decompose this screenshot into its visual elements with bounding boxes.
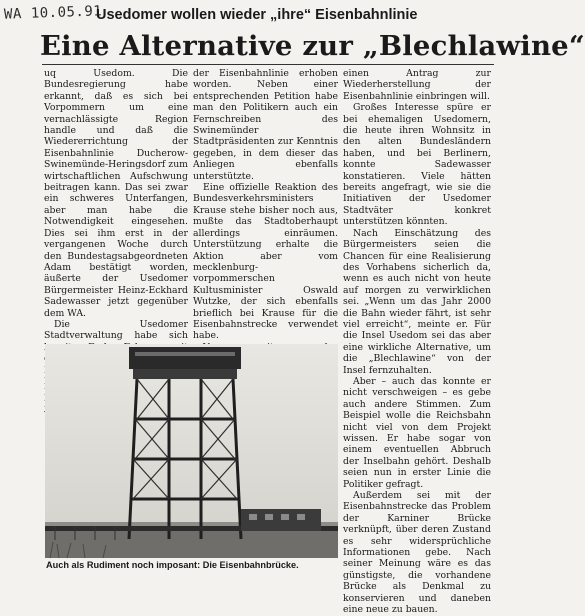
paragraph: Eine offizielle Reaktion des Bundesverkehrsministers Krause stehe bisher noch aus, mußte das Stadtoberhaupt allerdings einräumen. Unterstützung erhalte die Aktion aber vom mecklenburg-vorpommerschen Kultusminister Oswald Wutzke, der sich ebenfalls brieflich bei Krause für die Eisenbahnstrecke verwendet habe. [193,182,338,342]
article-headline: Eine Alternative zur „Blechlawine“ [40,30,585,62]
paragraph: Nach Einschätzung des Bürgermeisters seien die Chancen für eine Realisierung des Vorhabens sicherlich da, wenn es auch nicht von heute auf morgen zu verwirklichen sei. „Wenn um das Jahr 2000 die Bahn wieder fährt, ist sehr viel erreicht“, meinte er. Für die Insel Usedom sei das aber eine wirkliche Alternative, um die „Blechlawine“ von der Insel fernzuhalten. [343,227,491,376]
paragraph: Außerdem sei mit der Eisenbahnstrecke das Problem der Karniner Brücke verknüpft, über deren Zustand es sehr widersprüchliche Informationen gebe. Nach seiner Meinung wäre es das günstigste, die vorhandene Brücke als Denkmal zu konservieren und daneben eine neue zu bauen. [343,490,491,616]
railway-bridge-illustration [45,344,338,558]
photo-caption: Auch als Rudiment noch imposant: Die Eisenbahnbrücke. [46,560,299,570]
paragraph: Aber – auch das konnte er nicht verschweigen – es gebe auch andere Stimmen. Zum Beispiel wolle die Reichsbahn nicht viel von dem Projekt wissen. Er habe sogar von einem eventuellen Abbruch der Inselbahn gehört. Deshalb seien nun in erster Linie die Politiker gefragt. [343,375,491,490]
bridge-photo [45,344,338,558]
paragraph: uq Usedom. Die Bundesregierung habe erkannt, daß es sich bei Vorpommern um eine vernachlässigte Region handle und daß die Wiedererrichtung der Eisenbahnlinie Ducherow-Swinemünde-Heringsdorf zum wirtschaftlichen Aufschwung beitragen kann. Das sei zwar ein schweres Unterfangen, aber man habe die Notwendigkeit eingesehen. Dies sei ihm erst in der vergangenen Woche durch den Bundestagsabgeordneten Adam bestätigt worden, äußerte der Usedomer Bürgermeister Heinz-Eckhard Sadewasser jetzt gegenüber dem WA. [44,68,189,319]
paragraph: Die Usedomer Stadtverwaltung habe sich [44,318,188,342]
paragraph: der Eisenbahnlinie erhoben worden. Neben einer entsprechenden Petition habe man den Politikern auch ein Fernschreiben des Swinemünder Stadtpräsidenten zur Kenntnis gegeben, in dem dieser das Anliegen ebenfalls unterstützte. [193,68,338,182]
paragraph: Großes Interesse spüre er bei ehemaligen Usedomern, die heute ihren Wohnsitz in den alten Bundesländern haben, und bei Berlinern, konnte Sadewasser konstatieren. Viele hätten bereits angefragt, wie sie die Initiativen der Usedomer Stadtväter konkret unterstützen könnten. [343,102,491,228]
article-kicker: Usedomer wollen wieder „ihre“ Eisenbahnlinie [96,7,418,23]
handwritten-date-note: WA 10.05.91 [3,3,103,23]
article-column-2 [193,68,338,350]
article-column-3 [343,68,491,616]
header-rule [42,64,494,65]
article-column-1 [44,68,188,350]
paragraph: einen Antrag zur Wiederherstellung der Eisenbahnlinie einbringen will. [343,68,491,102]
